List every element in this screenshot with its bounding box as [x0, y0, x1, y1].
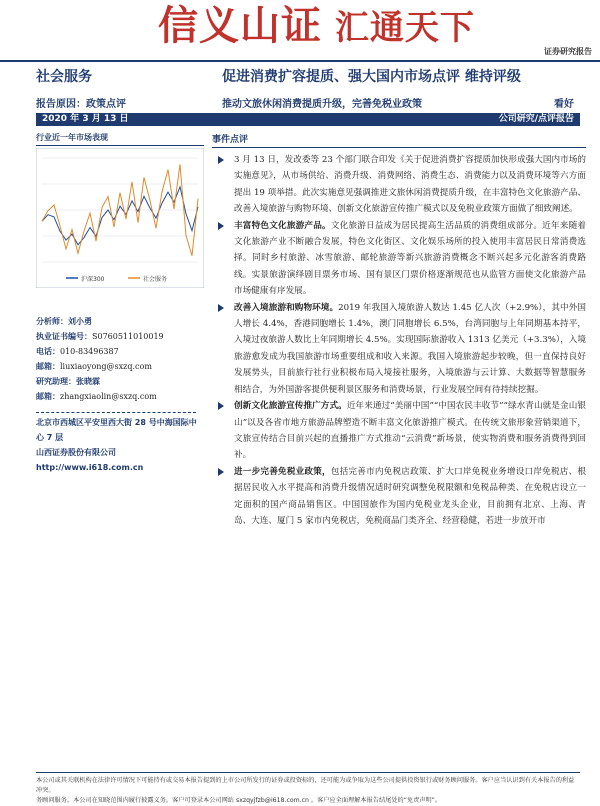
email2-label: 邮箱：: [36, 392, 60, 401]
sector-name: 社会服务: [36, 69, 92, 85]
assistant-row: [36, 374, 204, 389]
bullet-icon: [218, 156, 224, 164]
legend-label: 沪深300: [81, 276, 105, 283]
paragraph-3-text: 2019 年我国入境旅游人数达 1.45 亿人次（+2.9%），其中外国人增长 4.4%，香港同胞增长 1.4%，澳门同胞增长 6.5%，台湾同胞与上年同期基本持平，入境过夜旅游人数比上年同期增长 4.5%。实现国际旅游收入 1313 亿美元（+3.3%），入境旅游愈发成为我国旅游市场重要组成和收入来源。我国入境旅游起步较晚，但一直保持良好发展势头，目前旅行社行业积极布局入境接社服务，入境旅游与云计算、大数据等智慧服务相结合，为外国游客提供便利景区服务和消费场景，行业发展空间有待持续挖掘。: [234, 302, 586, 395]
email-row: [36, 359, 204, 374]
company-name: 山西证券股份有限公司: [36, 448, 116, 457]
slogan-part-2: 汇通天下: [334, 8, 475, 48]
email-address[interactable]: liuxiaoyong@sxzq.com: [60, 362, 152, 371]
chart-title: 行业近一年市场表现: [36, 132, 204, 146]
company-website[interactable]: http://www.i618.com.cn: [36, 463, 144, 472]
cert-label: 执业证书编号：: [36, 332, 92, 341]
disclaimer-footer: [36, 772, 580, 806]
assistant-name: 张晓霖: [76, 377, 100, 386]
date-bar: [36, 113, 580, 126]
tel-label: 电话：: [36, 347, 60, 356]
chart-svg: [36, 148, 204, 288]
analyst-info: [36, 314, 204, 475]
paragraph-2: [212, 218, 586, 300]
market-chart-header: [36, 132, 204, 146]
bullet-icon: [218, 402, 224, 410]
slogan-part-1: 信义山证: [158, 2, 322, 49]
paragraph-4-heading: 创新文化旅游宣传推广方式。: [234, 401, 347, 412]
analyst-row: [36, 314, 204, 329]
email2-row: [36, 389, 204, 404]
tel-row: [36, 344, 204, 359]
bullet-icon: [218, 304, 224, 312]
report-type: 证券研究报告: [544, 47, 592, 56]
paragraph-5-heading: 进一步完善免税业政策，: [234, 466, 331, 477]
company-address: 北京市西城区平安里西大街 28 号中海国际中心 7 层: [36, 418, 197, 442]
analyst-label: 分析师：: [36, 317, 68, 326]
paragraph-4: [212, 398, 586, 464]
assistant-label: 研究助理：: [36, 377, 76, 386]
bullet-icon: [218, 468, 224, 476]
chart-frame: [36, 148, 204, 288]
rating-value: 看好: [554, 99, 574, 110]
paragraph-4-text: 近年来通过“美丽中国”“中国农民丰收节”“绿水青山就是金山银山”以及各省市地方旅游品牌塑造不断丰富文化旅游推广模式。在传统文旅形象营销渠道下，文旅宣传结合目前兴起的直播推广方式推动“云消费”新场景，使实物消费和服务消费得到回补。: [234, 401, 586, 461]
paragraph-5-text: 包括完善市内免税店政策、扩大口岸免税业务增设口岸免税店、根据居民收入水平提高和消费升级情况适时研究调整免税限额和免税品种类、在免税店设立一定面积的国产商品销售区。中国国旅作为国内免税业龙头企业，目前拥有北京、上海、青岛、大连、厦门 5 家市内免税店，免税商品门类齐全、经营稳健，若进一步放开市: [234, 466, 586, 526]
report-reason: 报告原因：政策点评: [36, 99, 126, 110]
paragraph-1-text: 3 月 13 日，发改委等 23 个部门联合印发《关于促进消费扩容提质加快形成强大国内市场的实施意见》，从市场供给、消费升级、消费网络、消费生态、消费能力以及消费环境等六方面提出 19 项举措。此次实施意见强调推进文旅休闲消费提质升级，在丰富特色文化旅游产品、改善入境旅游与购物环境、创新文化旅游宣传推广模式以及免税业政策方面做了细致阐述。: [234, 155, 586, 215]
header-divider: [0, 60, 600, 62]
report-date: 2020 年 3 月 13 日: [42, 114, 129, 124]
footer-line-1: 本公司或其关联机构在法律许可情况下可能持有或交易本报告提到的上市公司所发行的证券或投资标的，还可能为或争取为这些公司提供投资银行或财务顾问服务。客户应当认识到有关本报告的利益冲突。: [36, 777, 575, 794]
legend-label: 社会服务: [143, 276, 168, 283]
tel-number: 010-83496387: [60, 347, 119, 356]
analyst-divider: [36, 412, 196, 413]
market-performance-chart: [36, 148, 204, 288]
paragraph-2-text: 文化旅游日益成为居民提高生活品质的消费组成部分。近年来随着文化旅游产业不断融合发展，特色文化街区、文化娱乐场所的投入使用丰富居民日常消费选择。同时乡村旅游、冰雪旅游、邮轮旅游等新兴旅游消费概念不断兴起多元化游客消费路线。实景旅游演绎剧目票务市场、国有景区门票价格逐渐规范也从监管方面使文化旅游产品市场健康有序发展。: [234, 220, 586, 297]
email-label: 邮箱：: [36, 362, 60, 371]
report-title: 促进消费扩容提质、强大国内市场点评 维持评级: [222, 69, 521, 85]
cert-row: [36, 329, 204, 344]
analyst-name: 刘小勇: [68, 317, 92, 326]
slogan-text: [158, 0, 475, 51]
report-category: 公司研究/点评报告: [498, 114, 574, 124]
paragraph-1: [212, 152, 586, 218]
report-subtitle: 推动文旅休闲消费提质升级，完善免税业政策: [222, 99, 422, 110]
paragraph-5: [212, 464, 586, 530]
footer-line-2: 务顾问服务。本公司在知晓范围内履行披露义务。客户可登录本公司网站 sxzqyjfzb@i618.com.cn 。客户应全面理解本报告结尾处的“免责声明”。: [36, 797, 442, 804]
section-title: 事件点评: [212, 132, 586, 148]
paragraph-3: [212, 300, 586, 398]
paragraph-2-heading: 丰富特色文化旅游产品。: [234, 220, 331, 231]
report-body: [212, 132, 586, 529]
slogan-banner: [0, 0, 600, 49]
cert-number: S0760511010019: [92, 332, 164, 341]
paragraph-3-heading: 改善入境旅游和购物环境。: [234, 302, 339, 313]
bullet-icon: [218, 222, 224, 230]
email2-address[interactable]: zhangxiaolin@sxzq.com: [60, 392, 157, 401]
